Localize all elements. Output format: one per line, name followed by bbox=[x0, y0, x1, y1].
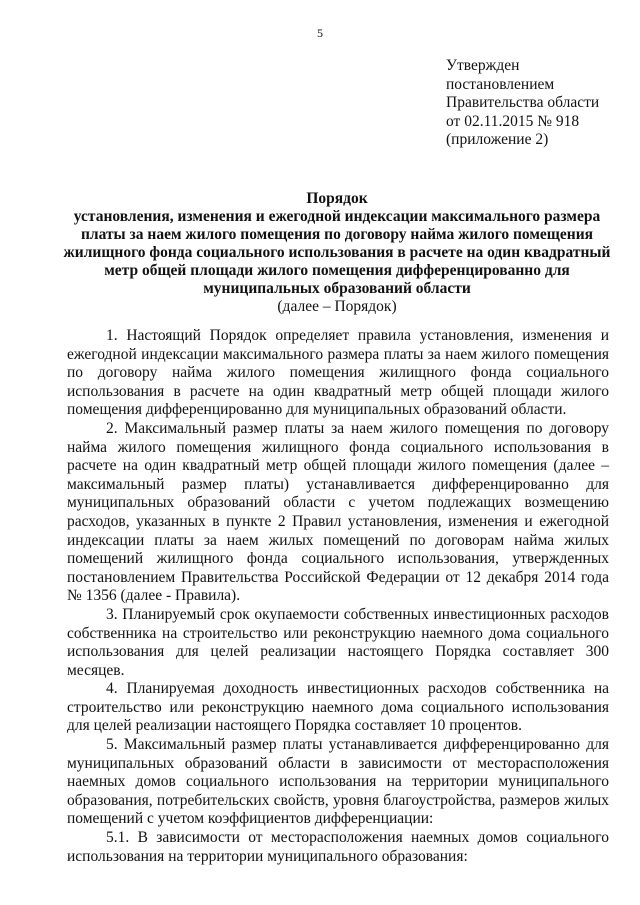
paragraph: 3. Планируемый срок окупаемости собственных инвестиционных расходов собственника на строительство или реконструкцию наемного дома социального использования для целей реализации настоящего Порядка составляет 300 месяцев. bbox=[67, 605, 609, 679]
document-title bbox=[58, 190, 616, 316]
page-number: 5 bbox=[317, 26, 323, 40]
paragraph: 5. Максимальный размер платы устанавливается дифференцированно для муниципальных образований области в зависимости от месторасположения наемных домов социального использования на территории муниципального образования, потребительских свойств, уровня благоустройства, размеров жилых помещений с учетом коэффициентов дифференциации: bbox=[67, 736, 609, 828]
approval-line: постановлением bbox=[446, 75, 555, 93]
title-line: муниципальных образований области bbox=[203, 280, 471, 297]
title-heading: Порядок bbox=[306, 190, 368, 207]
title-line: жилищного фонда социального использования в расчете на один квадратный bbox=[63, 244, 611, 261]
approval-stamp bbox=[446, 57, 636, 150]
approval-line: Правительства области bbox=[446, 94, 600, 111]
paragraph: 4. Планируемая доходность инвестиционных расходов собственника на строительство или реконструкцию наемного дома социального использования для целей реализации настоящего Порядка составляет 10 процентов. bbox=[67, 680, 609, 735]
paragraph: 5.1. В зависимости от месторасположения наемных домов социального использования на территории муниципального образования: bbox=[67, 829, 609, 865]
document-body bbox=[67, 327, 609, 866]
title-subtitle: (далее – Порядок) bbox=[277, 298, 397, 315]
approval-line: от 02.11.2015 № 918 bbox=[446, 112, 580, 130]
title-line: метр общей площади жилого помещения дифференцированно для bbox=[104, 262, 570, 279]
approval-line: Утвержден bbox=[446, 57, 520, 74]
title-line: платы за наем жилого помещения по договору найма жилого помещения bbox=[80, 226, 594, 243]
title-line: установления, изменения и ежегодной индексации максимального размера bbox=[73, 208, 601, 225]
paragraph: 1. Настоящий Порядок определяет правила установления, изменения и ежегодной индексации максимального размера платы за наем жилого помещения по договору найма жилого помещения жилищного фонда социального использования в расчете на один квадратный метр общей площади жилого помещения дифференцированно для муниципальных образований области. bbox=[67, 327, 609, 419]
approval-line: (приложение 2) bbox=[446, 131, 549, 148]
paragraph: 2. Максимальный размер платы за наем жилого помещения по договору найма жилого помещения жилищного фонда социального использования в расчете на один квадратный метр общей площади жилого помещения (далее – максимальный размер платы) устанавливается дифференцированно для муниципальных образований области с учетом подлежащих возмещению расходов, указанных в пункте 2 Правил установления, изменения и ежегодной индексации платы за наем жилых помещений по договорам найма жилых помещений жилищного фонда социального использования, утвержденных постановлением Правительства Российской Федерации от 12 декабря 2014 года № 1356 (далее - Правила). bbox=[67, 419, 609, 605]
